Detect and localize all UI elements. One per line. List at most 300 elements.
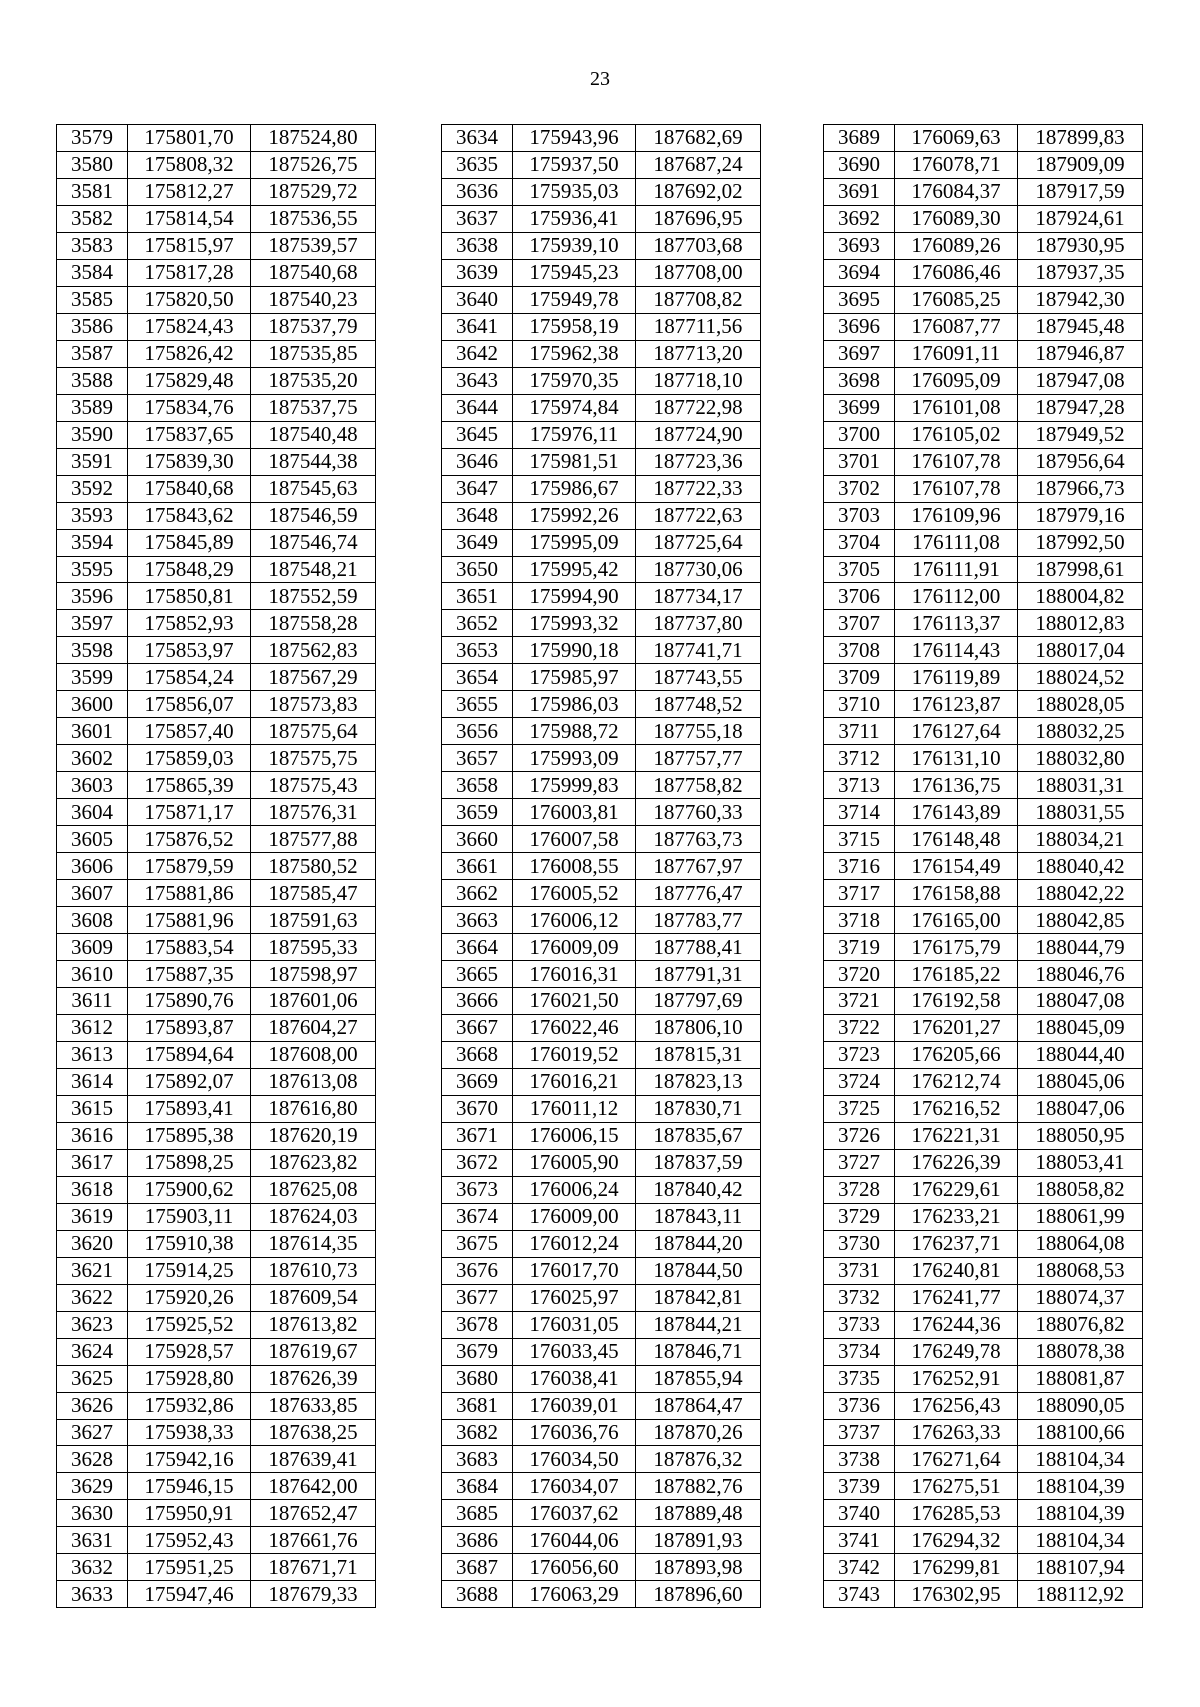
x-coordinate-cell: 175995,42	[513, 556, 636, 583]
point-number-cell: 3614	[57, 1068, 128, 1095]
y-coordinate-cell: 187725,64	[636, 529, 761, 556]
y-coordinate-cell: 187966,73	[1018, 475, 1143, 502]
x-coordinate-cell: 175993,09	[513, 745, 636, 772]
x-coordinate-cell: 175854,24	[128, 664, 251, 691]
y-coordinate-cell: 187642,00	[251, 1473, 376, 1500]
point-number-cell: 3646	[442, 448, 513, 475]
table-row	[824, 1284, 1143, 1311]
point-number-cell: 3580	[57, 151, 128, 178]
point-number-cell: 3725	[824, 1095, 895, 1122]
y-coordinate-cell: 187679,33	[251, 1581, 376, 1608]
x-coordinate-cell: 175898,25	[128, 1149, 251, 1176]
x-coordinate-cell: 176007,58	[513, 826, 636, 853]
x-coordinate-cell: 175985,97	[513, 664, 636, 691]
x-coordinate-cell: 176127,64	[895, 718, 1018, 745]
x-coordinate-cell: 176038,41	[513, 1365, 636, 1392]
y-coordinate-cell: 187546,74	[251, 529, 376, 556]
x-coordinate-cell: 176165,00	[895, 907, 1018, 934]
x-coordinate-cell: 176086,46	[895, 259, 1018, 286]
point-number-cell: 3630	[57, 1500, 128, 1527]
x-coordinate-cell: 176063,29	[513, 1581, 636, 1608]
table-row	[442, 367, 761, 394]
table-row	[57, 1257, 376, 1284]
x-coordinate-cell: 176021,50	[513, 988, 636, 1015]
point-number-cell: 3679	[442, 1338, 513, 1365]
x-coordinate-cell: 176237,71	[895, 1230, 1018, 1257]
table-row	[442, 1527, 761, 1554]
point-number-cell: 3682	[442, 1419, 513, 1446]
y-coordinate-cell: 187661,76	[251, 1527, 376, 1554]
table-row	[442, 1041, 761, 1068]
table-row	[57, 853, 376, 880]
y-coordinate-cell: 187576,31	[251, 799, 376, 826]
table-row	[442, 961, 761, 988]
table-row	[442, 232, 761, 259]
y-coordinate-cell: 188053,41	[1018, 1149, 1143, 1176]
coordinates-table-body	[824, 125, 1143, 1608]
x-coordinate-cell: 175837,65	[128, 421, 251, 448]
y-coordinate-cell: 187870,26	[636, 1419, 761, 1446]
table-row	[442, 394, 761, 421]
x-coordinate-cell: 176111,08	[895, 529, 1018, 556]
table-row	[57, 1311, 376, 1338]
x-coordinate-cell: 176256,43	[895, 1392, 1018, 1419]
table-row	[57, 232, 376, 259]
table-row	[442, 1446, 761, 1473]
x-coordinate-cell: 175893,87	[128, 1014, 251, 1041]
point-number-cell: 3639	[442, 259, 513, 286]
point-number-cell: 3635	[442, 151, 513, 178]
point-number-cell: 3603	[57, 772, 128, 799]
x-coordinate-cell: 175892,07	[128, 1068, 251, 1095]
y-coordinate-cell: 188042,22	[1018, 880, 1143, 907]
x-coordinate-cell: 175946,15	[128, 1473, 251, 1500]
point-number-cell: 3715	[824, 826, 895, 853]
x-coordinate-cell: 176201,27	[895, 1014, 1018, 1041]
x-coordinate-cell: 175881,86	[128, 880, 251, 907]
x-coordinate-cell: 176005,90	[513, 1149, 636, 1176]
table-row	[442, 1284, 761, 1311]
point-number-cell: 3582	[57, 205, 128, 232]
x-coordinate-cell: 175829,48	[128, 367, 251, 394]
table-row	[824, 826, 1143, 853]
table-row	[442, 1419, 761, 1446]
point-number-cell: 3729	[824, 1203, 895, 1230]
table-row	[57, 1095, 376, 1122]
table-row	[824, 286, 1143, 313]
x-coordinate-cell: 176131,10	[895, 745, 1018, 772]
x-coordinate-cell: 175936,41	[513, 205, 636, 232]
y-coordinate-cell: 188074,37	[1018, 1284, 1143, 1311]
table-row	[57, 125, 376, 152]
x-coordinate-cell: 175942,16	[128, 1446, 251, 1473]
x-coordinate-cell: 175820,50	[128, 286, 251, 313]
x-coordinate-cell: 175988,72	[513, 718, 636, 745]
y-coordinate-cell: 187842,81	[636, 1284, 761, 1311]
y-coordinate-cell: 187585,47	[251, 880, 376, 907]
table-row	[824, 1338, 1143, 1365]
x-coordinate-cell: 175992,26	[513, 502, 636, 529]
y-coordinate-cell: 187708,82	[636, 286, 761, 313]
y-coordinate-cell: 187917,59	[1018, 178, 1143, 205]
table-row	[824, 1392, 1143, 1419]
coordinates-table-body	[442, 125, 761, 1608]
y-coordinate-cell: 187601,06	[251, 988, 376, 1015]
point-number-cell: 3587	[57, 340, 128, 367]
table-row	[824, 1500, 1143, 1527]
point-number-cell: 3642	[442, 340, 513, 367]
point-number-cell: 3590	[57, 421, 128, 448]
point-number-cell: 3628	[57, 1446, 128, 1473]
y-coordinate-cell: 187734,17	[636, 583, 761, 610]
table-row	[824, 151, 1143, 178]
y-coordinate-cell: 187837,59	[636, 1149, 761, 1176]
y-coordinate-cell: 187562,83	[251, 637, 376, 664]
point-number-cell: 3584	[57, 259, 128, 286]
coordinates-table-1	[56, 124, 376, 1608]
table-row	[824, 556, 1143, 583]
point-number-cell: 3579	[57, 125, 128, 152]
point-number-cell: 3667	[442, 1014, 513, 1041]
y-coordinate-cell: 187526,75	[251, 151, 376, 178]
point-number-cell: 3619	[57, 1203, 128, 1230]
table-row	[57, 1419, 376, 1446]
point-number-cell: 3593	[57, 502, 128, 529]
table-row	[57, 1500, 376, 1527]
point-number-cell: 3595	[57, 556, 128, 583]
x-coordinate-cell: 176095,09	[895, 367, 1018, 394]
x-coordinate-cell: 176025,97	[513, 1284, 636, 1311]
point-number-cell: 3596	[57, 583, 128, 610]
table-row	[442, 286, 761, 313]
point-number-cell: 3591	[57, 448, 128, 475]
table-row	[442, 313, 761, 340]
y-coordinate-cell: 187708,00	[636, 259, 761, 286]
point-number-cell: 3658	[442, 772, 513, 799]
x-coordinate-cell: 175952,43	[128, 1527, 251, 1554]
x-coordinate-cell: 176084,37	[895, 178, 1018, 205]
table-row	[824, 367, 1143, 394]
y-coordinate-cell: 187741,71	[636, 637, 761, 664]
table-row	[824, 1554, 1143, 1581]
x-coordinate-cell: 175859,03	[128, 745, 251, 772]
x-coordinate-cell: 176112,00	[895, 583, 1018, 610]
x-coordinate-cell: 176263,33	[895, 1419, 1018, 1446]
y-coordinate-cell: 187575,64	[251, 718, 376, 745]
table-row	[57, 961, 376, 988]
y-coordinate-cell: 187930,95	[1018, 232, 1143, 259]
table-row	[824, 1068, 1143, 1095]
point-number-cell: 3589	[57, 394, 128, 421]
point-number-cell: 3626	[57, 1392, 128, 1419]
point-number-cell: 3699	[824, 394, 895, 421]
y-coordinate-cell: 187767,97	[636, 853, 761, 880]
table-row	[57, 1365, 376, 1392]
point-number-cell: 3673	[442, 1176, 513, 1203]
point-number-cell: 3624	[57, 1338, 128, 1365]
y-coordinate-cell: 187577,88	[251, 826, 376, 853]
x-coordinate-cell: 175853,97	[128, 637, 251, 664]
y-coordinate-cell: 187713,20	[636, 340, 761, 367]
x-coordinate-cell: 175826,42	[128, 340, 251, 367]
table-row	[442, 178, 761, 205]
table-row	[57, 799, 376, 826]
y-coordinate-cell: 187889,48	[636, 1500, 761, 1527]
point-number-cell: 3601	[57, 718, 128, 745]
x-coordinate-cell: 175938,33	[128, 1419, 251, 1446]
table-row	[57, 502, 376, 529]
x-coordinate-cell: 175928,57	[128, 1338, 251, 1365]
table-row	[57, 1554, 376, 1581]
y-coordinate-cell: 187722,63	[636, 502, 761, 529]
point-number-cell: 3663	[442, 907, 513, 934]
point-number-cell: 3674	[442, 1203, 513, 1230]
x-coordinate-cell: 175817,28	[128, 259, 251, 286]
table-row	[442, 637, 761, 664]
x-coordinate-cell: 175935,03	[513, 178, 636, 205]
point-number-cell: 3703	[824, 502, 895, 529]
y-coordinate-cell: 187998,61	[1018, 556, 1143, 583]
x-coordinate-cell: 175914,25	[128, 1257, 251, 1284]
point-number-cell: 3598	[57, 637, 128, 664]
y-coordinate-cell: 188081,87	[1018, 1365, 1143, 1392]
x-coordinate-cell: 176085,25	[895, 286, 1018, 313]
point-number-cell: 3727	[824, 1149, 895, 1176]
x-coordinate-cell: 175801,70	[128, 125, 251, 152]
y-coordinate-cell: 187806,10	[636, 1014, 761, 1041]
x-coordinate-cell: 175824,43	[128, 313, 251, 340]
point-number-cell: 3719	[824, 934, 895, 961]
point-number-cell: 3686	[442, 1527, 513, 1554]
y-coordinate-cell: 187608,00	[251, 1041, 376, 1068]
x-coordinate-cell: 176294,32	[895, 1527, 1018, 1554]
table-row	[824, 988, 1143, 1015]
table-row	[824, 934, 1143, 961]
y-coordinate-cell: 187757,77	[636, 745, 761, 772]
y-coordinate-cell: 188104,34	[1018, 1446, 1143, 1473]
table-row	[824, 125, 1143, 152]
table-row	[57, 367, 376, 394]
point-number-cell: 3637	[442, 205, 513, 232]
point-number-cell: 3684	[442, 1473, 513, 1500]
point-number-cell: 3687	[442, 1554, 513, 1581]
table-row	[442, 1311, 761, 1338]
table-row	[824, 1230, 1143, 1257]
table-row	[57, 205, 376, 232]
table-row	[442, 799, 761, 826]
y-coordinate-cell: 187682,69	[636, 125, 761, 152]
x-coordinate-cell: 175951,25	[128, 1554, 251, 1581]
y-coordinate-cell: 187722,33	[636, 475, 761, 502]
x-coordinate-cell: 175903,11	[128, 1203, 251, 1230]
y-coordinate-cell: 187614,35	[251, 1230, 376, 1257]
coordinates-table-2	[441, 124, 761, 1608]
y-coordinate-cell: 187687,24	[636, 151, 761, 178]
y-coordinate-cell: 188061,99	[1018, 1203, 1143, 1230]
point-number-cell: 3627	[57, 1419, 128, 1446]
y-coordinate-cell: 187652,47	[251, 1500, 376, 1527]
x-coordinate-cell: 175932,86	[128, 1392, 251, 1419]
point-number-cell: 3650	[442, 556, 513, 583]
x-coordinate-cell: 175843,62	[128, 502, 251, 529]
table-row	[57, 340, 376, 367]
y-coordinate-cell: 187949,52	[1018, 421, 1143, 448]
x-coordinate-cell: 175812,27	[128, 178, 251, 205]
point-number-cell: 3692	[824, 205, 895, 232]
point-number-cell: 3705	[824, 556, 895, 583]
point-number-cell: 3592	[57, 475, 128, 502]
table-row	[442, 1095, 761, 1122]
x-coordinate-cell: 176212,74	[895, 1068, 1018, 1095]
y-coordinate-cell: 188068,53	[1018, 1257, 1143, 1284]
point-number-cell: 3616	[57, 1122, 128, 1149]
point-number-cell: 3669	[442, 1068, 513, 1095]
y-coordinate-cell: 188045,06	[1018, 1068, 1143, 1095]
point-number-cell: 3677	[442, 1284, 513, 1311]
x-coordinate-cell: 175850,81	[128, 583, 251, 610]
x-coordinate-cell: 175928,80	[128, 1365, 251, 1392]
point-number-cell: 3671	[442, 1122, 513, 1149]
table-row	[824, 1257, 1143, 1284]
y-coordinate-cell: 188032,80	[1018, 745, 1143, 772]
point-number-cell: 3586	[57, 313, 128, 340]
y-coordinate-cell: 187776,47	[636, 880, 761, 907]
table-row	[57, 718, 376, 745]
point-number-cell: 3611	[57, 988, 128, 1015]
point-number-cell: 3702	[824, 475, 895, 502]
table-row	[57, 637, 376, 664]
point-number-cell: 3661	[442, 853, 513, 880]
point-number-cell: 3739	[824, 1473, 895, 1500]
x-coordinate-cell: 175986,67	[513, 475, 636, 502]
y-coordinate-cell: 188031,55	[1018, 799, 1143, 826]
table-row	[824, 1311, 1143, 1338]
y-coordinate-cell: 188104,34	[1018, 1527, 1143, 1554]
y-coordinate-cell: 187846,71	[636, 1338, 761, 1365]
x-coordinate-cell: 175920,26	[128, 1284, 251, 1311]
point-number-cell: 3724	[824, 1068, 895, 1095]
x-coordinate-cell: 176192,58	[895, 988, 1018, 1015]
x-coordinate-cell: 175815,97	[128, 232, 251, 259]
x-coordinate-cell: 176148,48	[895, 826, 1018, 853]
x-coordinate-cell: 175879,59	[128, 853, 251, 880]
x-coordinate-cell: 176056,60	[513, 1554, 636, 1581]
x-coordinate-cell: 175939,10	[513, 232, 636, 259]
y-coordinate-cell: 187763,73	[636, 826, 761, 853]
y-coordinate-cell: 187604,27	[251, 1014, 376, 1041]
table-row	[442, 772, 761, 799]
x-coordinate-cell: 175848,29	[128, 556, 251, 583]
table-row	[824, 1581, 1143, 1608]
point-number-cell: 3638	[442, 232, 513, 259]
table-row	[442, 421, 761, 448]
y-coordinate-cell: 187896,60	[636, 1581, 761, 1608]
y-coordinate-cell: 187696,95	[636, 205, 761, 232]
point-number-cell: 3740	[824, 1500, 895, 1527]
table-row	[442, 259, 761, 286]
table-row	[442, 1257, 761, 1284]
table-row	[442, 988, 761, 1015]
point-number-cell: 3620	[57, 1230, 128, 1257]
table-row	[824, 1176, 1143, 1203]
point-number-cell: 3721	[824, 988, 895, 1015]
table-row	[824, 205, 1143, 232]
table-row	[57, 1338, 376, 1365]
point-number-cell: 3723	[824, 1041, 895, 1068]
point-number-cell: 3716	[824, 853, 895, 880]
x-coordinate-cell: 176012,24	[513, 1230, 636, 1257]
y-coordinate-cell: 187722,98	[636, 394, 761, 421]
y-coordinate-cell: 187876,32	[636, 1446, 761, 1473]
x-coordinate-cell: 176216,52	[895, 1095, 1018, 1122]
y-coordinate-cell: 188058,82	[1018, 1176, 1143, 1203]
point-number-cell: 3632	[57, 1554, 128, 1581]
point-number-cell: 3652	[442, 610, 513, 637]
y-coordinate-cell: 188044,40	[1018, 1041, 1143, 1068]
x-coordinate-cell: 175876,52	[128, 826, 251, 853]
point-number-cell: 3708	[824, 637, 895, 664]
y-coordinate-cell: 187956,64	[1018, 448, 1143, 475]
y-coordinate-cell: 188044,79	[1018, 934, 1143, 961]
point-number-cell: 3640	[442, 286, 513, 313]
x-coordinate-cell: 176037,62	[513, 1500, 636, 1527]
y-coordinate-cell: 188112,92	[1018, 1581, 1143, 1608]
table-row	[824, 745, 1143, 772]
table-row	[57, 475, 376, 502]
x-coordinate-cell: 175976,11	[513, 421, 636, 448]
x-coordinate-cell: 175937,50	[513, 151, 636, 178]
y-coordinate-cell: 187540,48	[251, 421, 376, 448]
y-coordinate-cell: 187558,28	[251, 610, 376, 637]
y-coordinate-cell: 187893,98	[636, 1554, 761, 1581]
point-number-cell: 3615	[57, 1095, 128, 1122]
y-coordinate-cell: 188004,82	[1018, 583, 1143, 610]
point-number-cell: 3608	[57, 907, 128, 934]
table-row	[442, 1365, 761, 1392]
point-number-cell: 3655	[442, 691, 513, 718]
point-number-cell: 3625	[57, 1365, 128, 1392]
x-coordinate-cell: 176107,78	[895, 475, 1018, 502]
point-number-cell: 3737	[824, 1419, 895, 1446]
x-coordinate-cell: 176109,96	[895, 502, 1018, 529]
x-coordinate-cell: 175840,68	[128, 475, 251, 502]
x-coordinate-cell: 176087,77	[895, 313, 1018, 340]
table-row	[57, 1581, 376, 1608]
y-coordinate-cell: 187625,08	[251, 1176, 376, 1203]
table-row	[442, 610, 761, 637]
y-coordinate-cell: 187823,13	[636, 1068, 761, 1095]
y-coordinate-cell: 188034,21	[1018, 826, 1143, 853]
y-coordinate-cell: 187711,56	[636, 313, 761, 340]
table-row	[442, 340, 761, 367]
point-number-cell: 3645	[442, 421, 513, 448]
point-number-cell: 3623	[57, 1311, 128, 1338]
point-number-cell: 3583	[57, 232, 128, 259]
x-coordinate-cell: 176252,91	[895, 1365, 1018, 1392]
point-number-cell: 3678	[442, 1311, 513, 1338]
table-row	[824, 340, 1143, 367]
x-coordinate-cell: 175834,76	[128, 394, 251, 421]
table-row	[57, 1176, 376, 1203]
y-coordinate-cell: 187947,08	[1018, 367, 1143, 394]
table-row	[824, 1149, 1143, 1176]
point-number-cell: 3688	[442, 1581, 513, 1608]
x-coordinate-cell: 175856,07	[128, 691, 251, 718]
point-number-cell: 3672	[442, 1149, 513, 1176]
point-number-cell: 3648	[442, 502, 513, 529]
point-number-cell: 3693	[824, 232, 895, 259]
y-coordinate-cell: 187797,69	[636, 988, 761, 1015]
